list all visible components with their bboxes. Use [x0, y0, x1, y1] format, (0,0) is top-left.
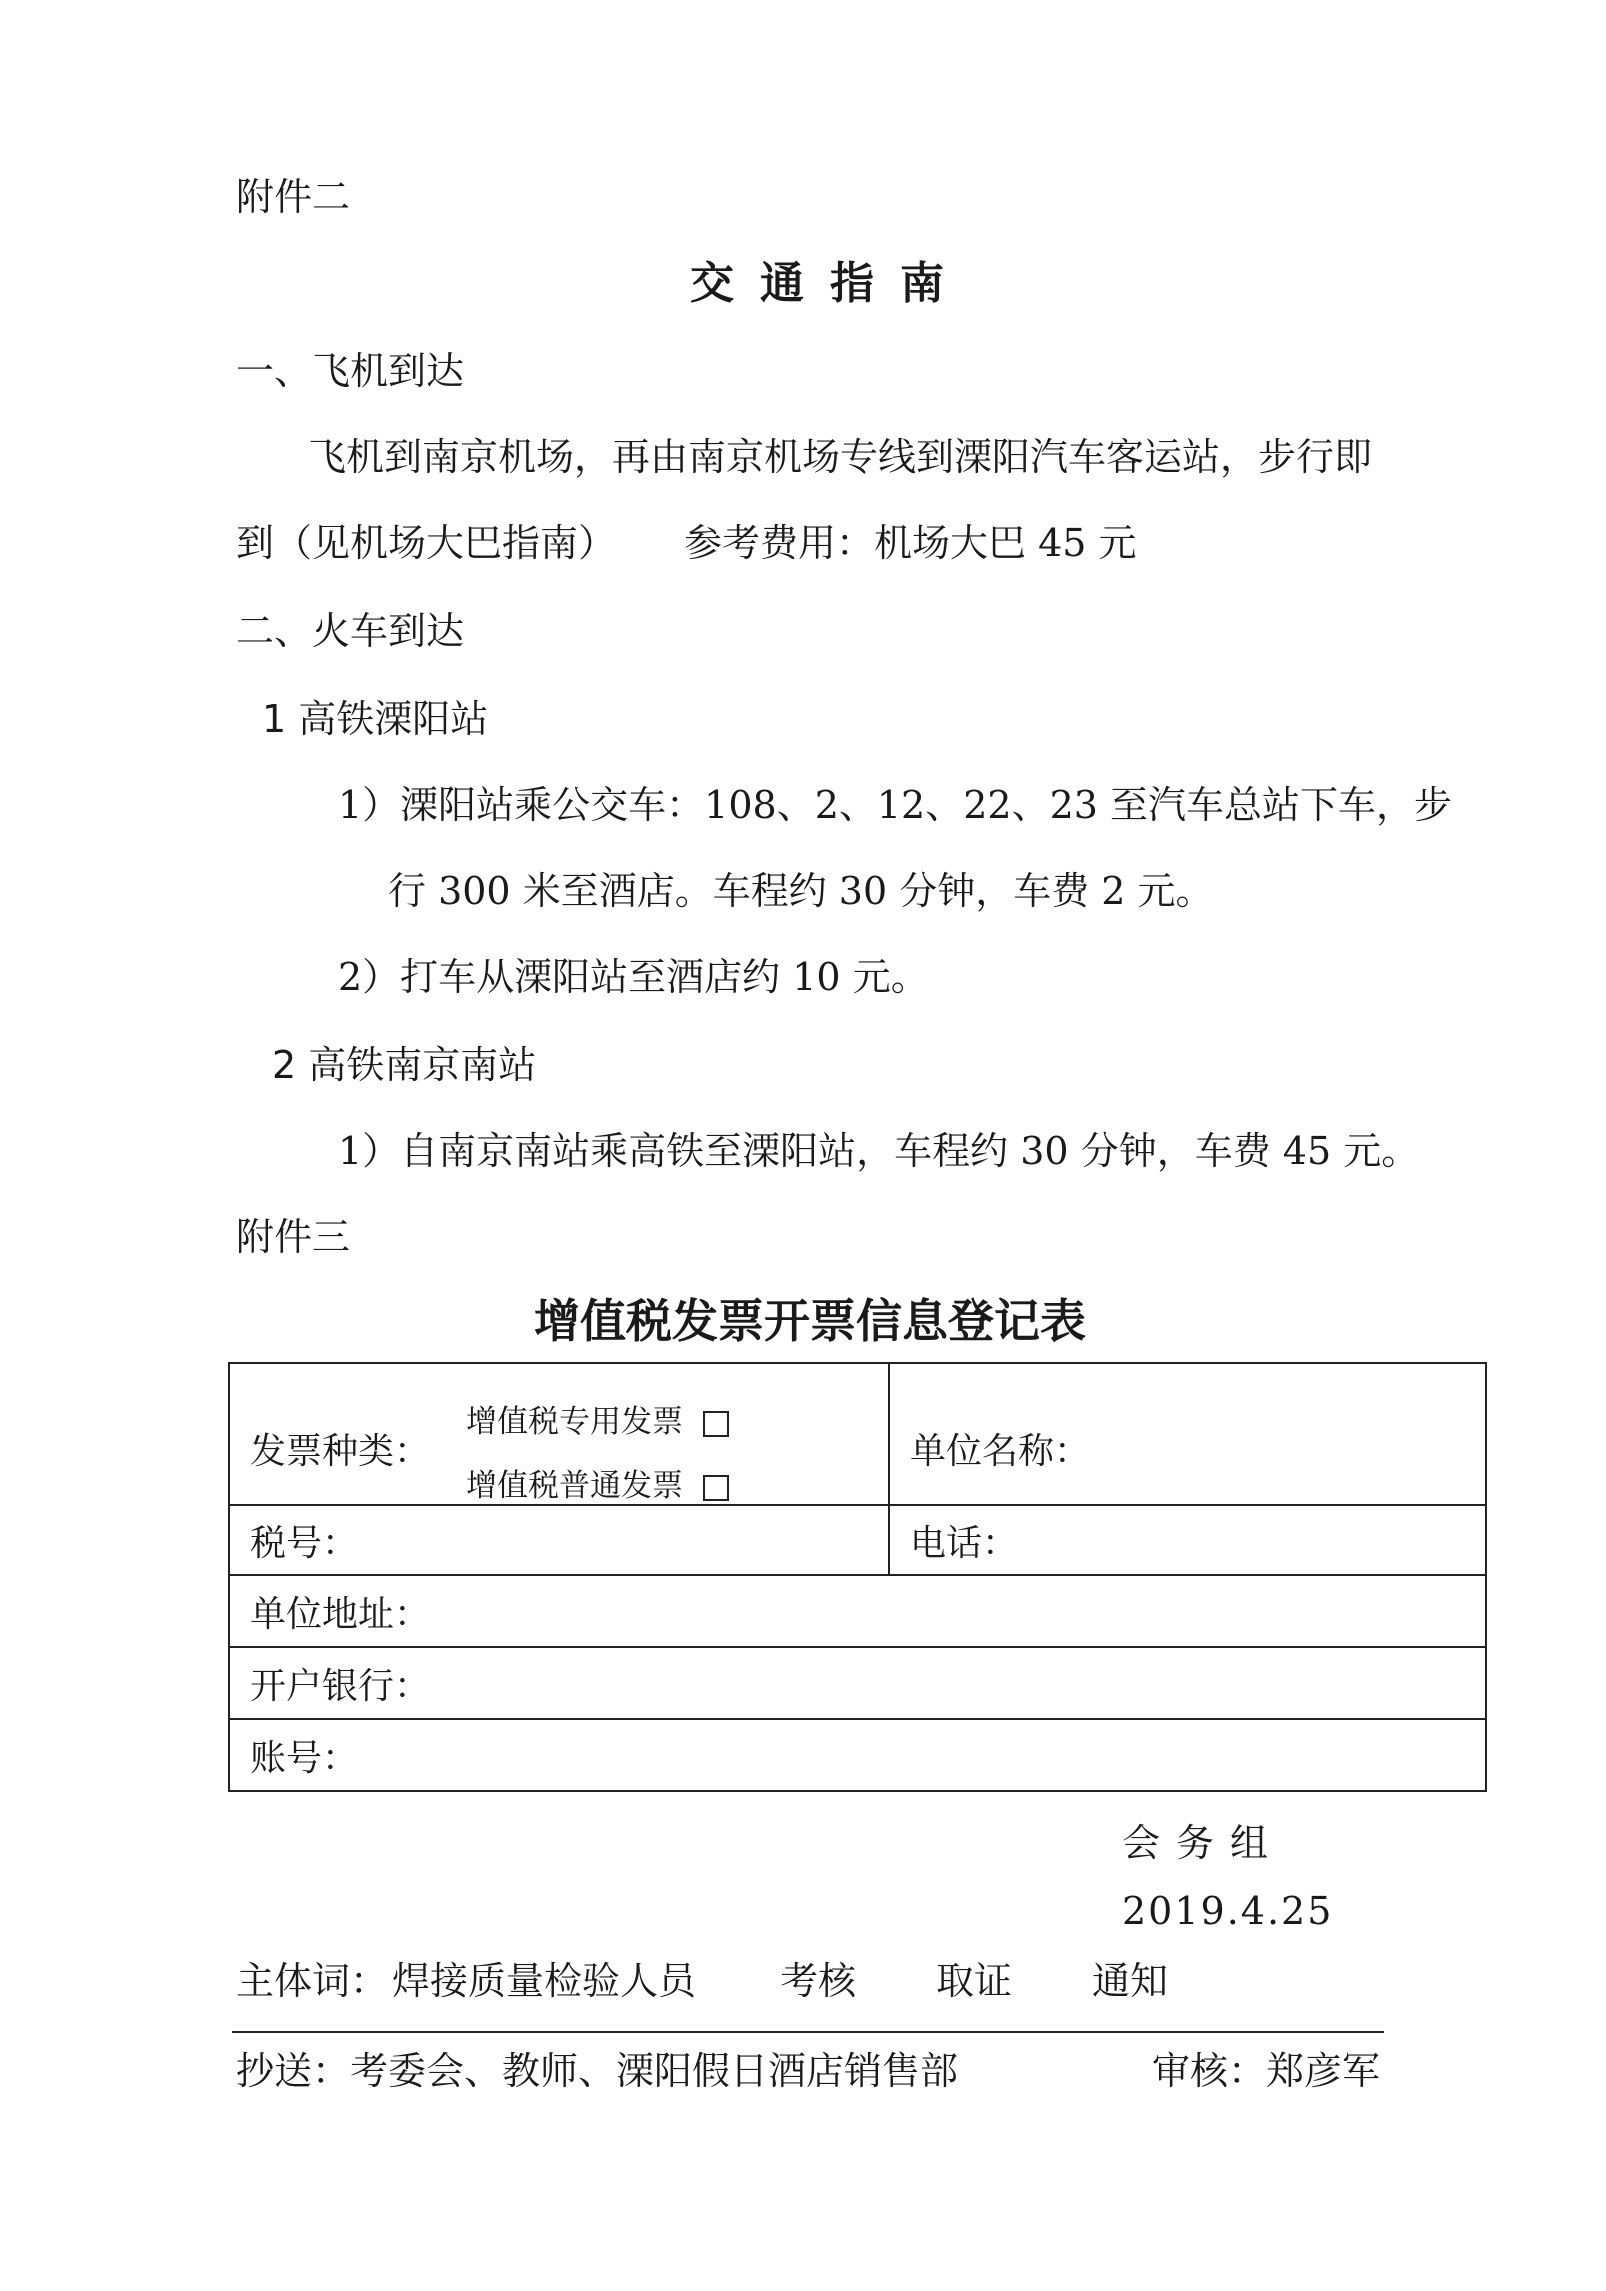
- invoice-form-table: [228, 1362, 1487, 1792]
- keyword-item: 考核: [780, 1959, 857, 2003]
- phone-label: 电话：: [910, 1522, 1019, 1564]
- reviewer: 审核：郑彦军: [1152, 2049, 1381, 2093]
- airplane-cost: 参考费用：机场大巴 45 元: [684, 521, 1137, 565]
- subsection-heading-liyang-station: 1 高铁溧阳站: [262, 697, 489, 741]
- address-cell[interactable]: [229, 1575, 1486, 1647]
- invoice-type-label: 发票种类：: [250, 1430, 431, 1472]
- signature-date: 2019.4.25: [1122, 1889, 1334, 1933]
- airplane-paragraph-line1: 飞机到南京机场，再由南京机场专线到溧阳汽车客运站，步行即: [308, 435, 1373, 479]
- tax-no-label: 税号：: [250, 1522, 359, 1564]
- tax-no-cell[interactable]: [229, 1505, 889, 1575]
- attachment-label-3: 附件三: [236, 1215, 351, 1259]
- section-heading-train: 二、火车到达: [236, 609, 465, 653]
- invoice-form-title: 增值税发票开票信息登记表: [534, 1294, 1086, 1348]
- transport-guide-title: 交通指南: [690, 258, 970, 309]
- subsection-heading-nanjing-south: 2 高铁南京南站: [272, 1043, 537, 1087]
- nanjing-south-train: 1）自南京南站乘高铁至溧阳站，车程约 30 分钟，车费 45 元。: [338, 1129, 1420, 1173]
- option-special-invoice[interactable]: [466, 1396, 729, 1441]
- liyang-taxi: 2）打车从溧阳站至酒店约 10 元。: [338, 955, 929, 999]
- keyword-item: 通知: [1092, 1959, 1169, 2003]
- bank-cell[interactable]: [229, 1647, 1486, 1719]
- company-name-label: 单位名称：: [910, 1430, 1091, 1472]
- section-heading-airplane: 一、飞机到达: [236, 349, 465, 393]
- phone-cell[interactable]: [889, 1505, 1486, 1575]
- option-normal-invoice[interactable]: [466, 1460, 729, 1505]
- option-special-label: 增值税专用发票: [466, 1404, 683, 1440]
- keywords-label: 主体词：: [236, 1959, 389, 2003]
- invoice-type-cell: [229, 1363, 889, 1505]
- bank-label: 开户银行：: [250, 1665, 431, 1707]
- keyword-item: 焊接质量检验人员: [392, 1959, 697, 2003]
- company-name-cell[interactable]: [889, 1363, 1486, 1505]
- normal-invoice-checkbox[interactable]: [703, 1475, 729, 1501]
- account-cell[interactable]: [229, 1719, 1486, 1791]
- keyword-item: 取证: [936, 1959, 1013, 2003]
- liyang-bus-line1: 1）溧阳站乘公交车：108、2、12、22、23 至汽车总站下车，步: [338, 783, 1453, 827]
- signature-org: 会务组: [1122, 1821, 1285, 1865]
- airplane-paragraph-line2: 到（见机场大巴指南）: [236, 521, 617, 565]
- cc-line: 抄送：考委会、教师、溧阳假日酒店销售部: [236, 2049, 959, 2093]
- liyang-bus-line2: 行 300 米至酒店。车程约 30 分钟，车费 2 元。: [388, 869, 1214, 913]
- special-invoice-checkbox[interactable]: [703, 1411, 729, 1437]
- attachment-label-2: 附件二: [236, 175, 351, 219]
- footer-divider: [232, 2031, 1384, 2033]
- address-label: 单位地址：: [250, 1593, 431, 1635]
- account-label: 账号：: [250, 1737, 359, 1779]
- option-normal-label: 增值税普通发票: [466, 1468, 683, 1504]
